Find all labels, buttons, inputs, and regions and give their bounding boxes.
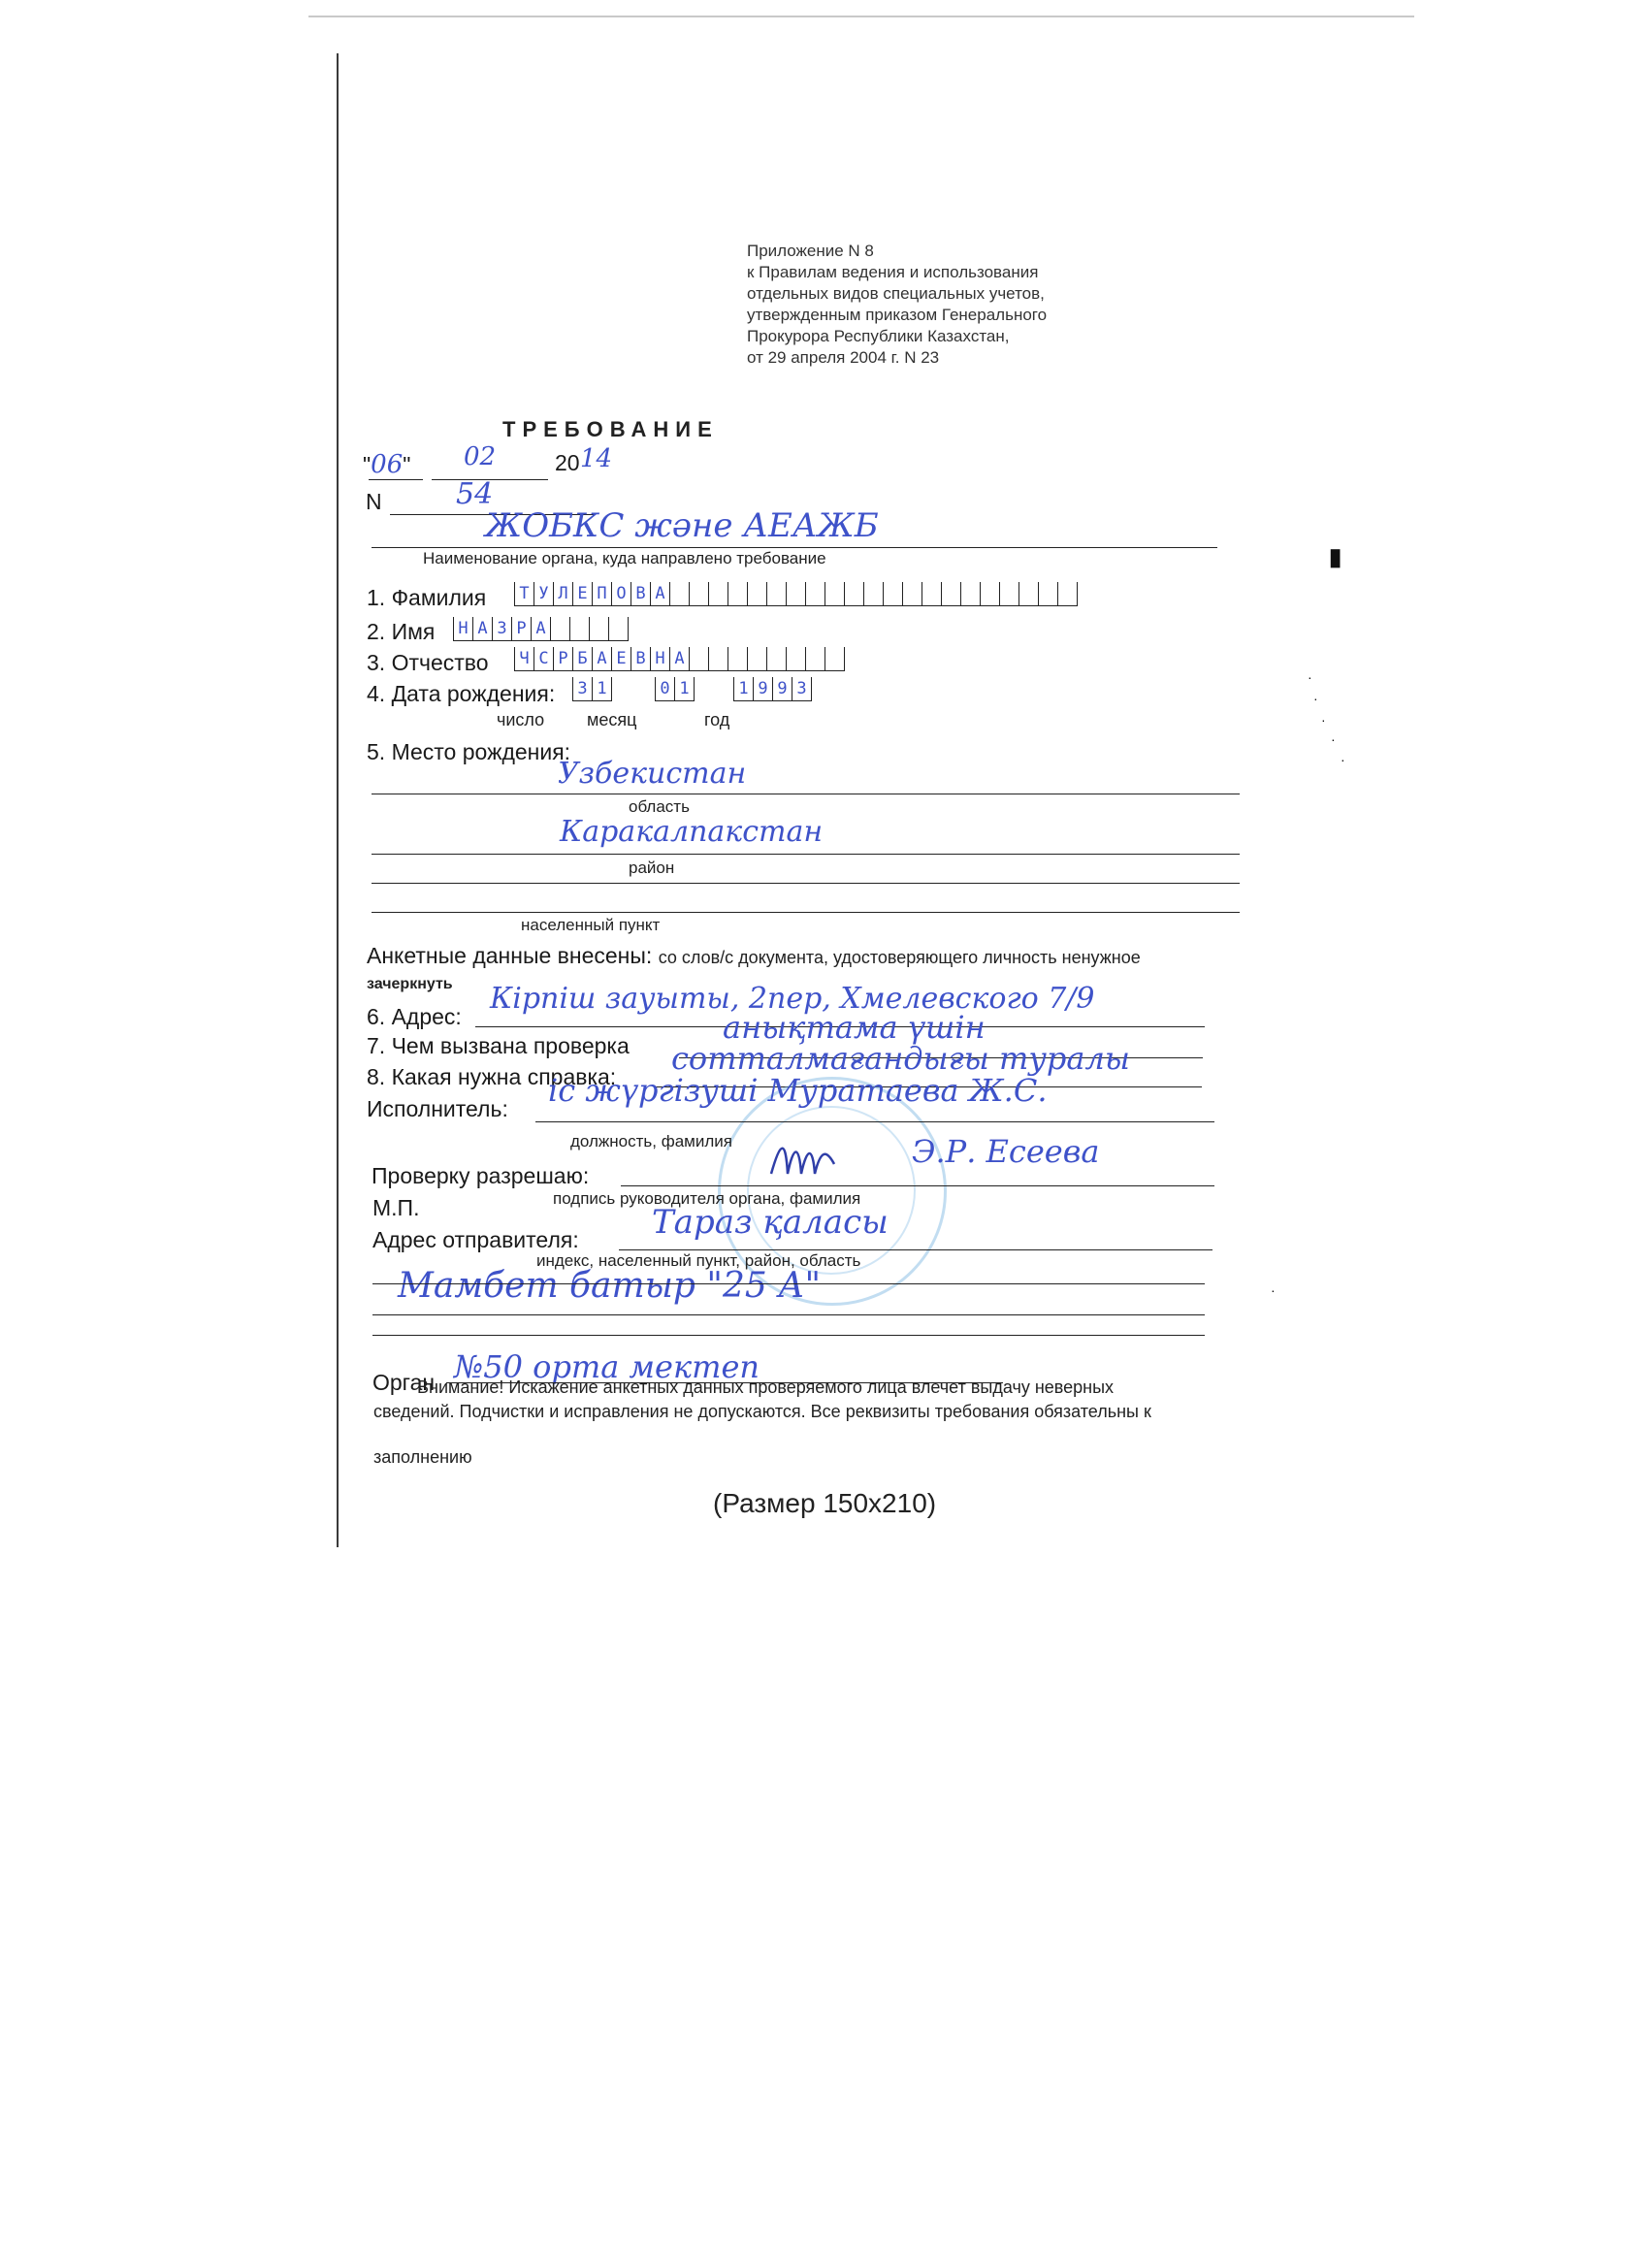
header-line: Приложение N 8 <box>747 242 874 260</box>
date-day: 06 <box>371 450 404 479</box>
letter-box[interactable]: У <box>534 582 553 606</box>
letter-box[interactable]: 0 <box>655 677 674 701</box>
punkt-caption: населенный пункт <box>521 916 661 934</box>
letter-box[interactable] <box>708 647 728 671</box>
letter-box[interactable] <box>902 582 922 606</box>
letter-box[interactable]: Е <box>611 647 630 671</box>
letter-box[interactable]: П <box>592 582 611 606</box>
letter-box[interactable] <box>1057 582 1078 606</box>
letter-box[interactable]: Р <box>553 647 572 671</box>
executor-label: Исполнитель: <box>367 1096 508 1121</box>
date-year-prefix: 20 <box>555 450 580 475</box>
letter-box[interactable] <box>747 582 766 606</box>
scan-speck: · <box>1271 1282 1276 1298</box>
letter-box[interactable]: С <box>534 647 553 671</box>
scan-speck: · <box>1341 752 1345 767</box>
birthplace-rayon-value: Каракалпакстан <box>560 815 824 849</box>
warning-line-3: заполнению <box>373 1447 472 1467</box>
birthdate-month-boxes[interactable] <box>655 677 695 701</box>
scan-speck: · <box>1321 712 1326 728</box>
letter-box[interactable]: Т <box>514 582 534 606</box>
address-label: 6. Адрес: <box>367 1004 462 1029</box>
executor-line <box>535 1121 1214 1122</box>
approve-value: Э.Р. Есеева <box>912 1133 1100 1170</box>
name-label: 2. Имя <box>367 619 436 644</box>
approve-caption: подпись руководителя органа, фамилия <box>553 1189 861 1208</box>
date-year-suffix: 14 <box>580 444 613 473</box>
letter-box[interactable] <box>728 647 747 671</box>
letter-box[interactable] <box>747 647 766 671</box>
letter-box[interactable] <box>941 582 960 606</box>
organ-to-caption: Наименование органа, куда направлено требование <box>423 549 826 567</box>
letter-box[interactable] <box>980 582 999 606</box>
sender-line-3 <box>372 1314 1205 1315</box>
header-line: утвержденным приказом Генерального <box>747 306 1048 324</box>
reason-label: 7. Чем вызвана проверка <box>367 1033 630 1058</box>
letter-box[interactable] <box>805 582 824 606</box>
letter-box[interactable]: А <box>592 647 611 671</box>
letter-box[interactable] <box>569 617 589 641</box>
scan-speck: · <box>1313 691 1318 706</box>
letter-box[interactable]: 1 <box>733 677 753 701</box>
document-title: ТРЕБОВАНИЕ <box>502 417 719 441</box>
letter-box[interactable] <box>766 647 786 671</box>
letter-box[interactable]: Р <box>511 617 531 641</box>
anketa-text-small: со слов/с документа, удостоверяющего личность ненужное <box>658 948 1141 967</box>
scan-speck: · <box>1308 669 1312 685</box>
letter-box[interactable] <box>766 582 786 606</box>
letter-box[interactable]: А <box>650 582 669 606</box>
organ-to-value: ЖОБКС және АЕАЖБ <box>485 506 879 545</box>
letter-box[interactable]: Е <box>572 582 592 606</box>
sender-value-1: Тараз қаласы <box>652 1203 889 1242</box>
punkt-line-2 <box>372 912 1240 913</box>
letter-box[interactable]: Л <box>553 582 572 606</box>
anketa-strike: зачеркнуть <box>367 976 453 992</box>
letter-box[interactable] <box>883 582 902 606</box>
patronymic-boxes[interactable] <box>514 647 845 671</box>
letter-box[interactable]: Б <box>572 647 592 671</box>
letter-box[interactable] <box>589 617 608 641</box>
organ-label: Орган <box>372 1370 436 1395</box>
letter-box[interactable]: А <box>531 617 550 641</box>
sender-line-2 <box>372 1283 1205 1284</box>
signature-mark <box>766 1135 844 1183</box>
sheet-edge-left <box>337 53 339 1547</box>
approve-line <box>621 1185 1214 1186</box>
rayon-line <box>372 854 1240 855</box>
number-value: 54 <box>456 477 494 511</box>
date-month: 02 <box>464 442 497 471</box>
header-line: отдельных видов специальных учетов, <box>747 284 1045 303</box>
quote-open: " <box>363 452 372 477</box>
quote-close: " <box>403 452 411 477</box>
letter-box[interactable]: 9 <box>772 677 792 701</box>
surname-label: 1. Фамилия <box>367 585 487 610</box>
sender-caption: индекс, населенный пункт, район, область <box>536 1251 861 1270</box>
letter-box[interactable] <box>786 582 805 606</box>
punkt-line-1 <box>372 883 1240 884</box>
number-label: N <box>366 489 382 514</box>
letter-box[interactable]: 9 <box>753 677 772 701</box>
letter-box[interactable] <box>550 617 569 641</box>
birthplace-oblast-value: Узбекистан <box>558 757 747 791</box>
date-day-line <box>369 479 423 480</box>
spravka-label: 8. Какая нужна справка: <box>367 1064 617 1089</box>
letter-box[interactable] <box>805 647 824 671</box>
birthdate-day-boxes[interactable] <box>572 677 612 701</box>
sender-value-2: Мамбет батыр "25 А" <box>398 1266 822 1306</box>
letter-box[interactable] <box>824 582 844 606</box>
birthdate-year-boxes[interactable] <box>733 677 812 701</box>
letter-box[interactable]: З <box>492 617 511 641</box>
letter-box[interactable]: О <box>611 582 630 606</box>
scan-speck: ▮ <box>1329 544 1342 570</box>
caption-year: год <box>704 710 730 729</box>
letter-box[interactable] <box>844 582 863 606</box>
anketa-line <box>367 943 1141 969</box>
size-note: (Размер 150x210) <box>713 1488 937 1518</box>
letter-box[interactable]: 1 <box>674 677 695 701</box>
organ-value: №50 орта мектеп <box>454 1348 760 1385</box>
executor-value: іс жүргізуші Муратаева Ж.С. <box>548 1072 1048 1109</box>
letter-box[interactable]: А <box>472 617 492 641</box>
letter-box[interactable] <box>786 647 805 671</box>
executor-caption: должность, фамилия <box>570 1132 732 1150</box>
scan-speck: · <box>1331 731 1336 747</box>
letter-box[interactable] <box>669 582 689 606</box>
caption-day: число <box>497 710 545 729</box>
rayon-caption: район <box>629 859 675 877</box>
warning-line-1: Внимание! Искажение анкетных данных проверяемого лица влечет выдачу неверных <box>417 1377 1115 1397</box>
organ-to-line <box>372 547 1217 548</box>
sender-line-1 <box>619 1249 1212 1250</box>
letter-box[interactable]: 3 <box>792 677 812 701</box>
letter-box[interactable] <box>922 582 941 606</box>
letter-box[interactable] <box>728 582 747 606</box>
letter-box[interactable]: В <box>630 647 650 671</box>
letter-box[interactable] <box>689 582 708 606</box>
letter-box[interactable] <box>608 617 629 641</box>
letter-box[interactable] <box>1018 582 1038 606</box>
sheet-edge-top <box>308 16 1414 17</box>
letter-box[interactable] <box>689 647 708 671</box>
caption-month: месяц <box>587 710 637 729</box>
reason-value: анықтама үшін <box>723 1009 986 1046</box>
letter-box[interactable]: Н <box>650 647 669 671</box>
warning-line-2: сведений. Подчистки и исправления не допускаются. Все реквизиты требования обязательны к <box>373 1402 1151 1421</box>
date-row <box>363 450 410 479</box>
birthplace-label: 5. Место рождения: <box>367 739 571 764</box>
oblast-caption: область <box>629 797 690 816</box>
letter-box[interactable] <box>863 582 883 606</box>
letter-box[interactable] <box>960 582 980 606</box>
letter-box[interactable]: В <box>630 582 650 606</box>
header-line: Прокурора Республики Казахстан, <box>747 327 1010 345</box>
appendix-header <box>747 241 1047 369</box>
letter-box[interactable] <box>999 582 1018 606</box>
patronymic-label: 3. Отчество <box>367 650 489 675</box>
surname-boxes[interactable] <box>514 582 1078 606</box>
letter-box[interactable]: 3 <box>572 677 592 701</box>
approve-label: Проверку разрешаю: <box>372 1163 590 1188</box>
mp-label: М.П. <box>372 1195 420 1220</box>
address-value: Кірпіш зауыты, 2пер, Хмелевского 7/9 <box>490 982 1095 1016</box>
letter-box[interactable] <box>708 582 728 606</box>
name-boxes[interactable] <box>453 617 629 641</box>
anketa-text: Анкетные данные внесены: <box>367 943 653 968</box>
letter-box[interactable] <box>1038 582 1057 606</box>
header-line: от 29 апреля 2004 г. N 23 <box>747 348 940 367</box>
sender-line-4 <box>372 1335 1205 1336</box>
sender-label: Адрес отправителя: <box>372 1227 579 1252</box>
birthdate-label: 4. Дата рождения: <box>367 681 556 706</box>
header-line: к Правилам ведения и использования <box>747 263 1039 281</box>
letter-box[interactable]: 1 <box>592 677 612 701</box>
letter-box[interactable]: А <box>669 647 689 671</box>
spravka-value: сотталмағандығы туралы <box>671 1040 1130 1077</box>
letter-box[interactable]: Ч <box>514 647 534 671</box>
letter-box[interactable] <box>824 647 845 671</box>
letter-box[interactable]: Н <box>453 617 472 641</box>
